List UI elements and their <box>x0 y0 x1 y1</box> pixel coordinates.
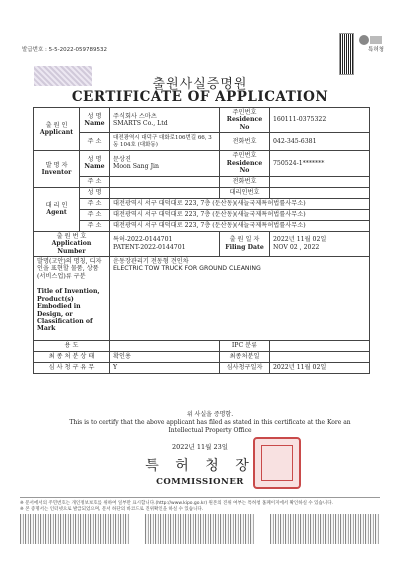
title-english: CERTIFICATE OF APPLICATION <box>71 89 329 105</box>
barcode-left <box>20 514 130 544</box>
inventor-phone <box>270 176 370 187</box>
office-name-english: COMMISSIONER <box>156 477 244 487</box>
issue-number: 발급번호 : 5-5-2022-059789532 <box>22 47 108 53</box>
applicant-resno: 160111-0375322 <box>270 108 370 133</box>
ipc-value <box>270 340 370 351</box>
agent-number <box>270 187 370 198</box>
logo-label: 특허청 <box>368 47 384 53</box>
certification-statement: 위 사실을 증명함. This is to certify that the above applicant has filed as stated in this certificate at the Kore an Intellectual Property Office <box>69 411 351 435</box>
application-number: 특허-2022-0144701 PATENT-2022-0144701 <box>110 231 220 256</box>
final-status: 확인용 <box>110 351 220 362</box>
applicant-name: 주식회사 스마츠 SMARTS Co., Ltd <box>110 108 220 133</box>
qr-code <box>339 33 354 75</box>
barcode-right <box>270 514 380 544</box>
agent-address-2: 대전광역시 서구 대덕대로 223, 7층 (둔산동)(새늘국제특허법률사무소) <box>110 209 370 220</box>
applicant-phone: 042-345-6381 <box>270 133 370 151</box>
inventor-section: 발 명 자 Inventor <box>34 151 80 187</box>
agent-name <box>110 187 220 198</box>
barcode-middle <box>145 514 255 544</box>
usage-value <box>110 340 220 351</box>
inventor-address <box>110 176 220 187</box>
inventor-name: 문상진 Moon Sang Jin <box>110 151 220 176</box>
applicant-address: 대전광역시 대덕구 대화로106번길 66, 3동 104호 (대화동) <box>110 133 220 151</box>
application-number-label: 출 원 번 호 Application Number <box>34 231 110 256</box>
agent-address-1: 대전광역시 서구 대덕대로 223, 7층 (둔산동)(새늘국제특허법률사무소) <box>110 198 370 209</box>
invention-title: 운동장관리기 전동형 견인차 ELECTRIC TOW TRUCK FOR GROUND CLEANING <box>110 256 370 340</box>
certificate-table: 출 원 인 Applicant 성 명 Name 주식회사 스마츠 SMARTS Co., Ltd 주민번호 Residence No 160111-0375322 주 소 대전광역시 대덕구 대화로106번길 66, 3동 104호 (대화동) 전화번호 042-345-6381 발 명 자 Inventor 성 명 Name 문상진 Moon Sang Jin 주민번호 Residence No 750524-1******* 주 소 전화번호 대 리 인 Agent 성 명 대리인번호 주 소 대전광역시 서구 대덕대로 223, 7층 (둔산동)(새늘국제특허법률사무소) 주 소 대전광역시 서구 대덕대로 223, 7층 (둔산동)(새늘국제특허법률사무소) 주 소 대전광역시 서구 대덕대로 223, 7층 (둔산동)(새늘국제특허법률사무소) 출 원 번 호 Application Number 특허-2022-0144701 PATENT-2022-0144701 출 원 일 자 Filing Date 2022년 11월 02일 NOV 02 , 2022 발명(고안)의 명칭, 디자인을 표현할 물품, 상품(서비스업)류 구분 Title of Invention, Product(s) Embodied in Design, or Classification of Mark 운동장관리기 전동형 견인차 ELECTRIC TOW TRUCK FOR GROUND CLEANING 용 도 IPC 분류 최 종 처 분 상 태 확인용 최종처분일 심 사 청 구 유 무 Y 심사청구일자 2022년 11월 02일 <box>33 107 370 374</box>
invention-title-label: 발명(고안)의 명칭, 디자인을 표현할 물품, 상품(서비스업)류 구분 Title of Invention, Product(s) Embodied in Design, or Classification of Mark <box>34 256 110 340</box>
agent-section: 대 리 인 Agent <box>34 187 80 231</box>
footnote: ※ 문서에서의 주민번호는 개인정보보호를 위하여 일부만 표시합니다.(http://www.kipo.go.kr) 원본의 진위 여부는 특허청 홈페이지에서 확인하실 수 있습니다. ※ 본 증명서는 인터넷으로 발급되었으며, 문서 하단의 바코드로 진위확인을 하실 수 있습니다. <box>20 497 380 512</box>
issue-date: 2022년 11월 23일 <box>171 443 229 451</box>
applicant-section: 출 원 인 Applicant <box>34 108 80 151</box>
office-name-korean: 특 허 청 장 <box>145 458 255 474</box>
title-korean: 출원사실증명원 <box>152 77 248 92</box>
exam-date: 2022년 11월 02일 <box>270 362 370 373</box>
filing-date: 2022년 11월 02일 NOV 02 , 2022 <box>270 231 370 256</box>
agent-address-3: 대전광역시 서구 대덕대로 223, 7층 (둔산동)(새늘국제특허법률사무소) <box>110 220 370 231</box>
inventor-resno: 750524-1******* <box>270 151 370 176</box>
final-date <box>270 351 370 362</box>
exam-request: Y <box>110 362 220 373</box>
